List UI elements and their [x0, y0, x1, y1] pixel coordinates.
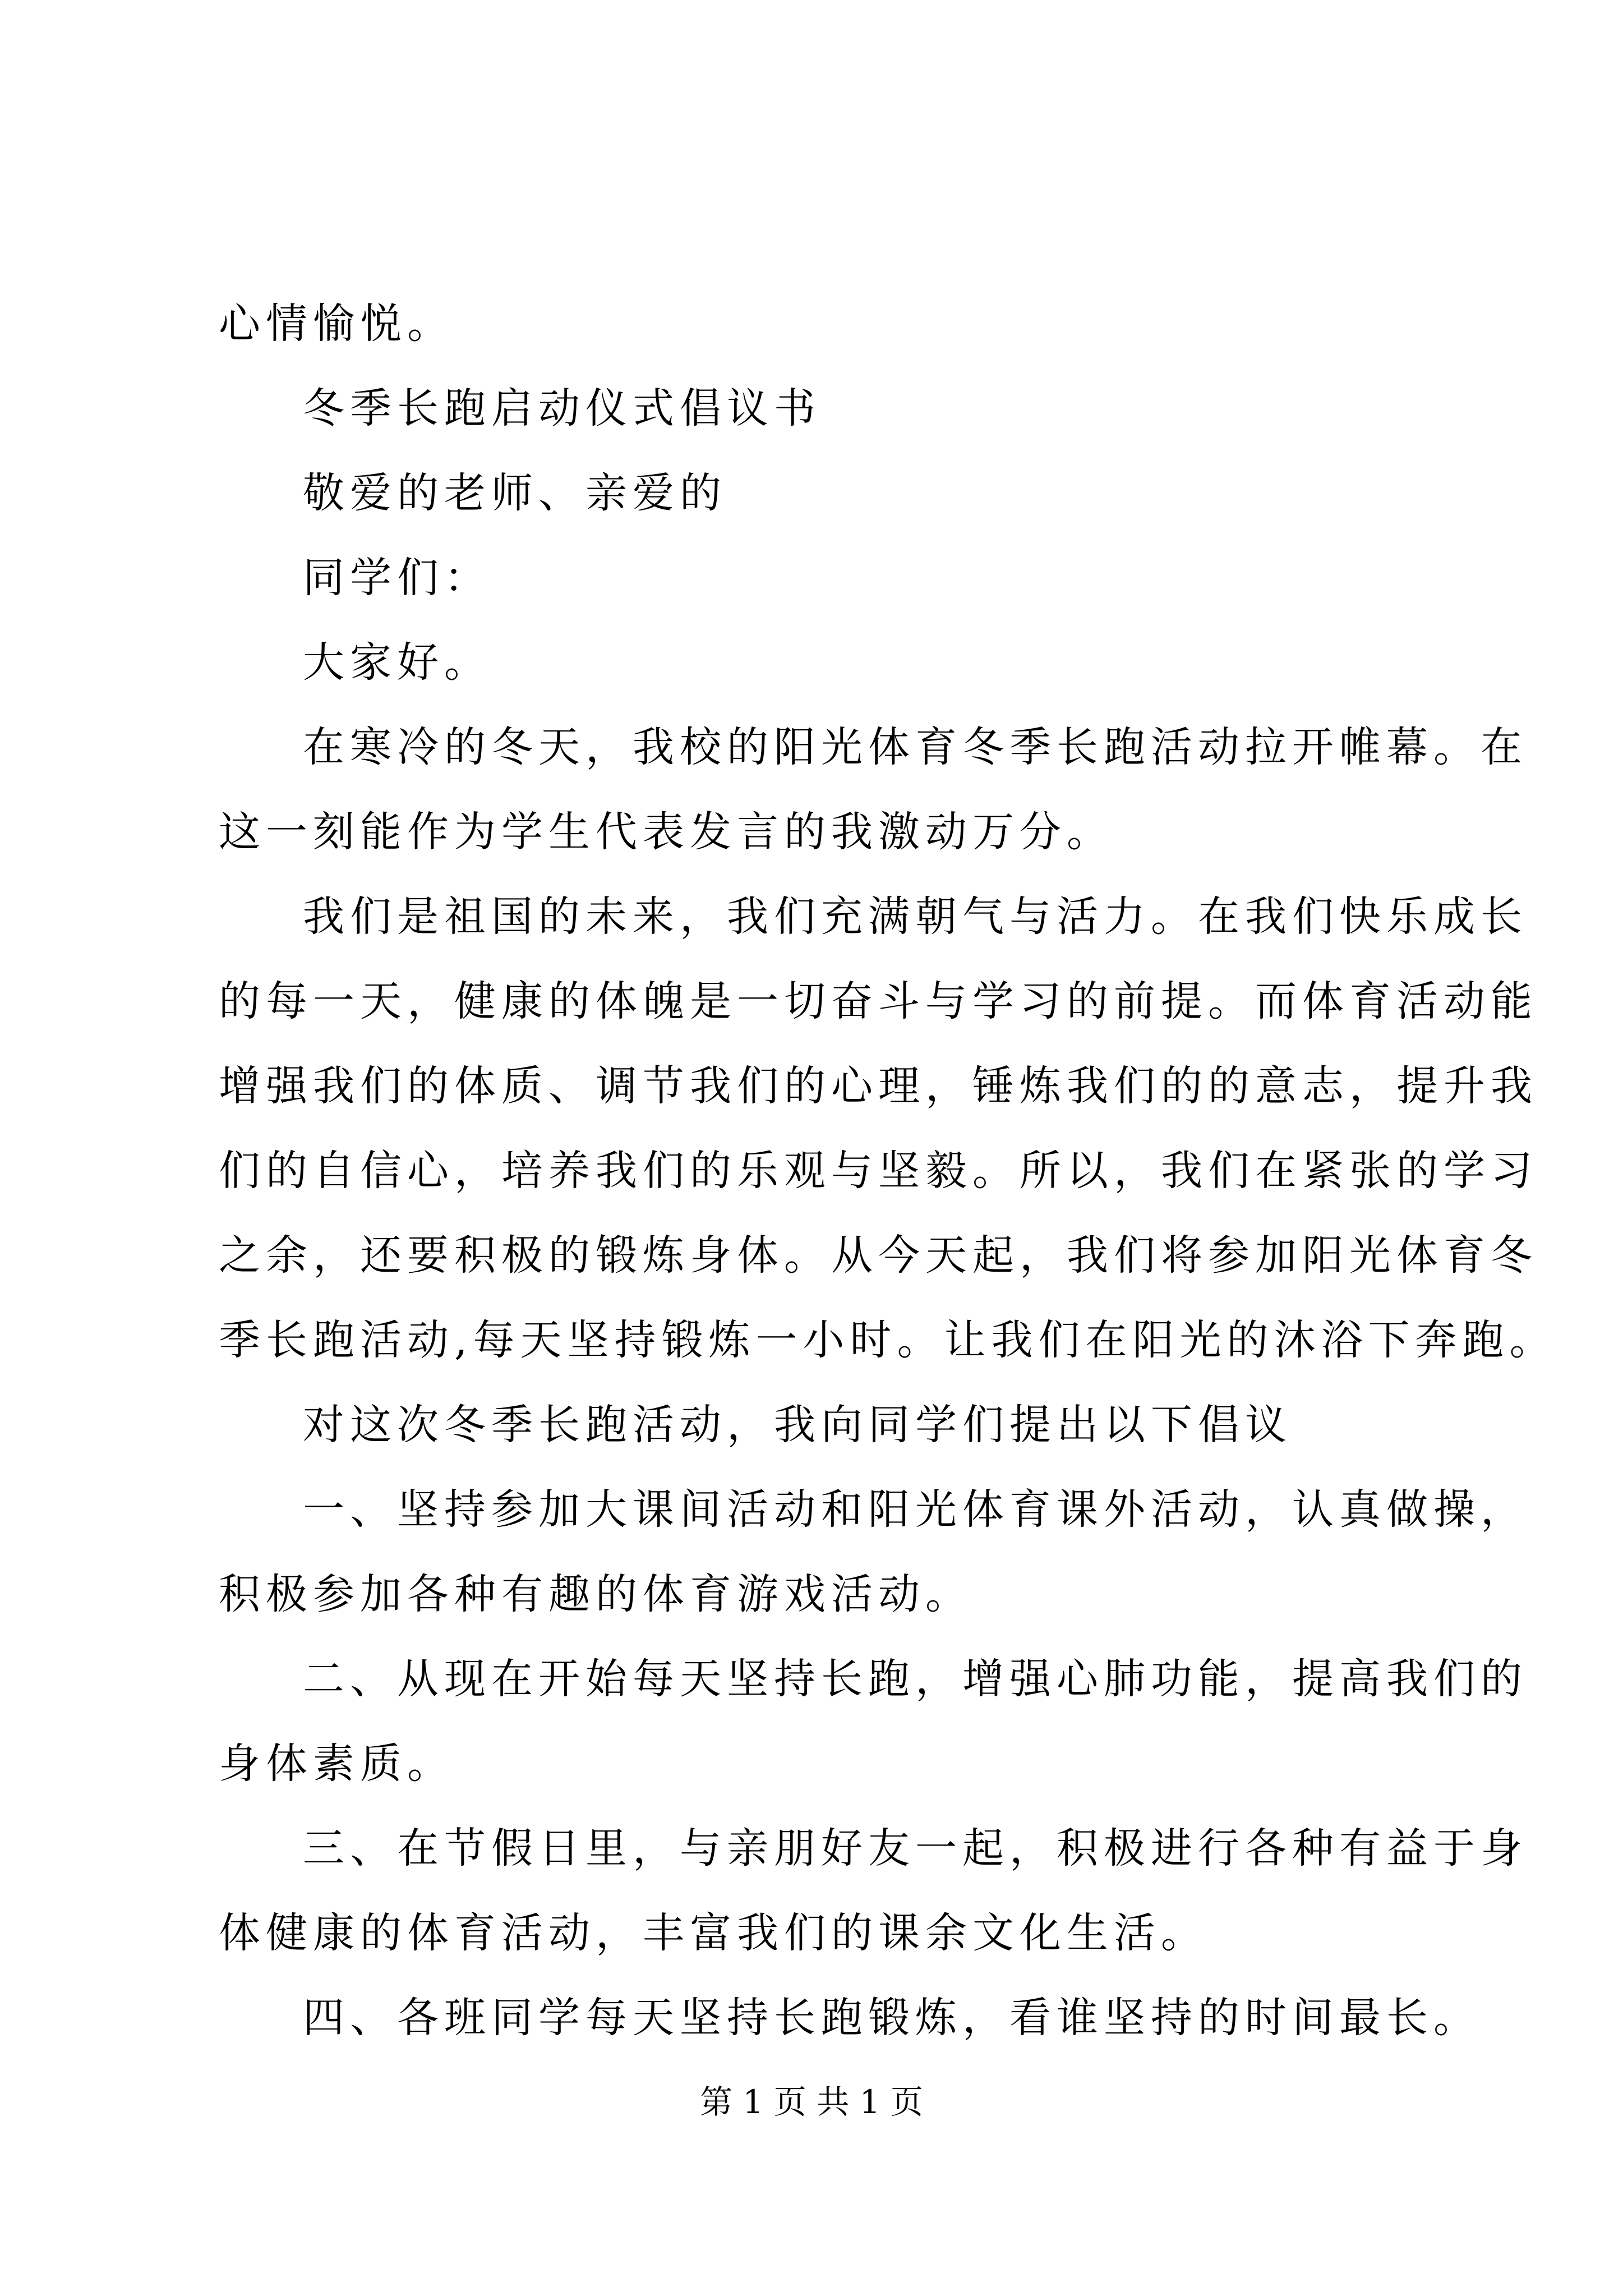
text-line-1: 心情愉悦。	[219, 300, 454, 348]
proposal-item-3-cont: 体健康的体育活动，丰富我们的课余文化生活。	[219, 1909, 1208, 1957]
proposal-item-2-cont: 身体素质。	[219, 1740, 454, 1788]
greeting-line: 大家好。	[303, 638, 491, 687]
text-line-14: 对这次冬季长跑活动，我向同学们提出以下倡议	[303, 1401, 1292, 1449]
document-body	[219, 300, 1557, 2082]
proposal-item-4: 四、各班同学每天坚持长跑锻炼，看谁坚持的时间最长。	[303, 1994, 1481, 2042]
text-line-13: 季长跑活动,每天坚持锻炼一小时。让我们在阳光的沐浴下奔跑。	[219, 1316, 1557, 1364]
text-line-6: 在寒冷的冬天，我校的阳光体育冬季长跑活动拉开帷幕。在	[303, 723, 1528, 771]
text-line-9: 的每一天，健康的体魄是一切奋斗与学习的前提。而体育活动能	[219, 977, 1538, 1025]
text-line-10: 增强我们的体质、调节我们的心理，锤炼我们的的意志，提升我	[219, 1062, 1538, 1110]
text-line-7: 这一刻能作为学生代表发言的我激动万分。	[219, 808, 1114, 856]
salutation-line-1: 敬爱的老师、亲爱的	[303, 469, 727, 517]
text-line-12: 之余，还要积极的锻炼身体。从今天起，我们将参加阳光体育冬	[219, 1231, 1538, 1280]
text-line-11: 们的自信心，培养我们的乐观与坚毅。所以，我们在紧张的学习	[219, 1147, 1538, 1195]
proposal-item-3: 三、在节假日里，与亲朋好友一起，积极进行各种有益于身	[303, 1824, 1528, 1872]
proposal-item-1-cont: 积极参加各种有趣的体育游戏活动。	[219, 1570, 972, 1618]
proposal-item-2: 二、从现在开始每天坚持长跑，增强心肺功能，提高我们的	[303, 1655, 1528, 1703]
text-line-8: 我们是祖国的未来，我们充满朝气与活力。在我们快乐成长	[303, 892, 1528, 941]
document-heading: 冬季长跑启动仪式倡议书	[303, 384, 821, 432]
page-number-footer: 第 1 页 共 1 页	[700, 2083, 923, 2121]
salutation-line-2: 同学们：	[303, 554, 491, 602]
proposal-item-1: 一、坚持参加大课间活动和阳光体育课外活动，认真做操，	[303, 1485, 1528, 1534]
